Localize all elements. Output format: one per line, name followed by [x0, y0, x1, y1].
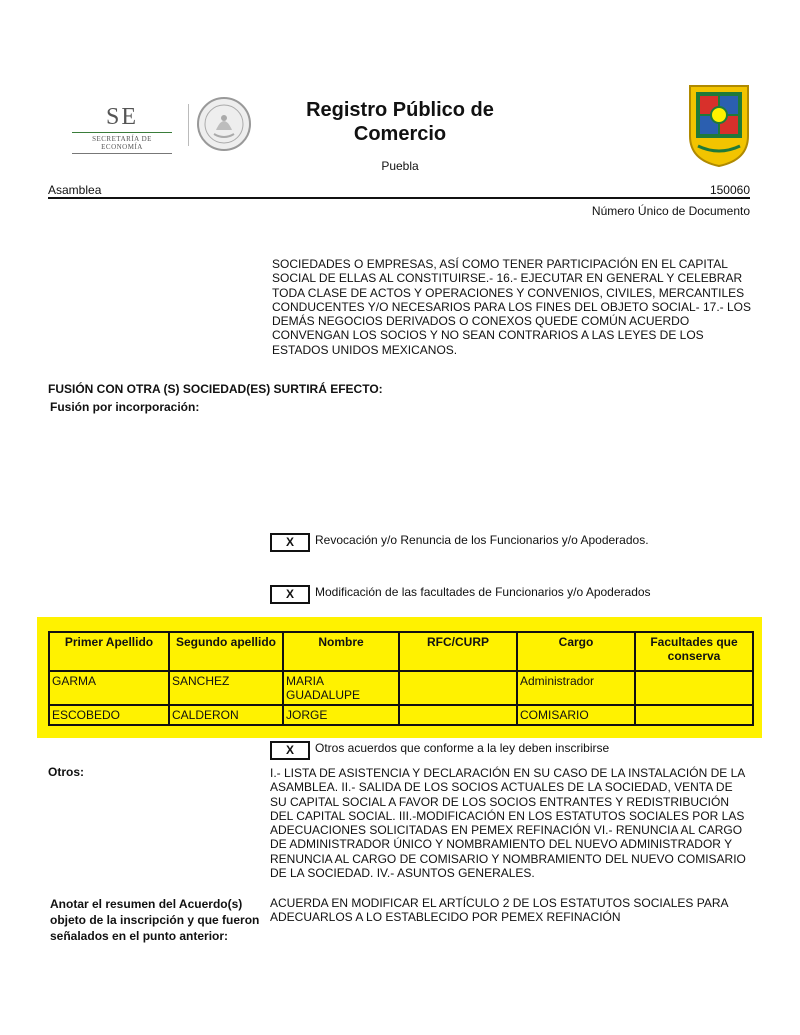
table-cell: JORGE	[283, 705, 399, 725]
revocacion-checkbox[interactable]: X	[270, 533, 310, 552]
column-header: Cargo	[517, 632, 635, 671]
secretaria-economia-logo	[72, 104, 172, 156]
otros-acuerdos-checkbox[interactable]: X	[270, 741, 310, 760]
fusion-subheading: Fusión por incorporación:	[50, 400, 200, 414]
table-row	[49, 705, 753, 725]
column-header: Facultades que conserva	[635, 632, 753, 671]
revocacion-label: Revocación y/o Renuncia de los Funcionarios y/o Apoderados.	[315, 533, 649, 547]
column-header: Nombre	[283, 632, 399, 671]
fusion-heading: FUSIÓN CON OTRA (S) SOCIEDAD(ES) SURTIRÁ EFECTO:	[48, 382, 383, 396]
city-name: Puebla	[381, 159, 419, 173]
table-cell: GARMA	[49, 671, 169, 705]
modificacion-checkbox[interactable]: X	[270, 585, 310, 604]
column-header: Primer Apellido	[49, 632, 169, 671]
otros-label: Otros:	[48, 765, 84, 779]
page-title: Registro Público de Comercio	[306, 99, 494, 145]
table-cell	[635, 705, 753, 725]
table-cell: ESCOBEDO	[49, 705, 169, 725]
se-logo-letters: SE	[105, 104, 138, 130]
national-seal-icon	[196, 96, 252, 152]
logo-rule	[72, 153, 172, 154]
se-logo-subtext: SECRETARÍA DE ECONOMÍA	[92, 135, 152, 151]
resumen-text: ACUERDA EN MODIFICAR EL ARTÍCULO 2 DE LOS ESTATUTOS SOCIALES PARA ADECUARLOS A LO ESTABLECIDO POR PEMEX REFINACIÓN	[270, 896, 728, 925]
table-cell: COMISARIO	[517, 705, 635, 725]
table-cell	[399, 705, 517, 725]
document-number: 150060	[709, 183, 750, 197]
table-cell: SANCHEZ	[169, 671, 283, 705]
table-cell: Administrador	[517, 671, 635, 705]
objeto-social-text: SOCIEDADES O EMPRESAS, ASÍ COMO TENER PARTICIPACIÓN EN EL CAPITAL SOCIAL DE ELLAS AL CONSTITUIRSE.- 16.- EJECUTAR EN GENERAL Y CELEBRAR TODA CLASE DE ACTOS Y OPERACIONES Y CONVENIOS, CIVILES, MERCANTILES CONDUCENTES Y/O NECESARIOS PARA LOS FINES DEL OBJETO SOCIAL- 17.- LOS DEMÁS NEGOCIOS DERIVADOS O CONEXOS QUEDE COMÚN ACUERDO CONVENGAN LOS SOCIOS Y NO SEAN CONTRARIOS A LAS LEYES DE LOS ESTADOS UNIDOS MEXICANOS.	[272, 257, 752, 357]
resumen-label: Anotar el resumen del Acuerdo(s) objeto de la inscripción y que fueron señalados en el punto anterior:	[50, 897, 260, 943]
table-row	[49, 671, 753, 705]
column-header: RFC/CURP	[399, 632, 517, 671]
table-cell: MARIA GUADALUPE	[283, 671, 399, 705]
logo-divider	[188, 104, 189, 146]
column-header: Segundo apellido	[169, 632, 283, 671]
logo-rule	[72, 132, 172, 133]
modificacion-label: Modificación de las facultades de Funcionarios y/o Apoderados	[315, 585, 651, 599]
table-cell	[635, 671, 753, 705]
table-cell: CALDERON	[169, 705, 283, 725]
otros-text: I.- LISTA DE ASISTENCIA Y DECLARACIÓN EN SU CASO DE LA INSTALACIÓN DE LA ASAMBLEA. II.- SALIDA DE LOS SOCIOS ACTUALES DE LA SOCIEDAD, VENTA DE SU CAPITAL SOCIAL A FAVOR DE LOS SOCIOS ENTRANTES Y REDISTRIBUCIÓN DEL CAPITAL SOCIAL. III.-MODIFICACIÓN EN LOS ESTATUTOS SOCIALES POR LAS ADECUACIONES SOLICITADAS EN PEMEX REFINACIÓN VI.- RENUNCIA AL CARGO DE ADMINISTRADOR ÚNICO Y NOMBRAMIENTO DEL NUEVO ADMINISTRADOR Y RENUNCIA AL CARGO DE COMISARIO Y NOMBRAMIENTO DEL NUEVO COMISARIO DE LA SOCIEDAD. IV.- ASUNTOS GENERALES.	[270, 766, 746, 881]
puebla-coat-of-arms-icon	[686, 80, 752, 168]
otros-acuerdos-label: Otros acuerdos que conforme a la ley deben inscribirse	[315, 741, 610, 755]
document-number-label: Número Único de Documento	[591, 204, 750, 218]
document-type: Asamblea	[48, 183, 102, 197]
table-cell	[399, 671, 517, 705]
funcionarios-table	[48, 631, 754, 726]
header-rule	[48, 197, 750, 199]
